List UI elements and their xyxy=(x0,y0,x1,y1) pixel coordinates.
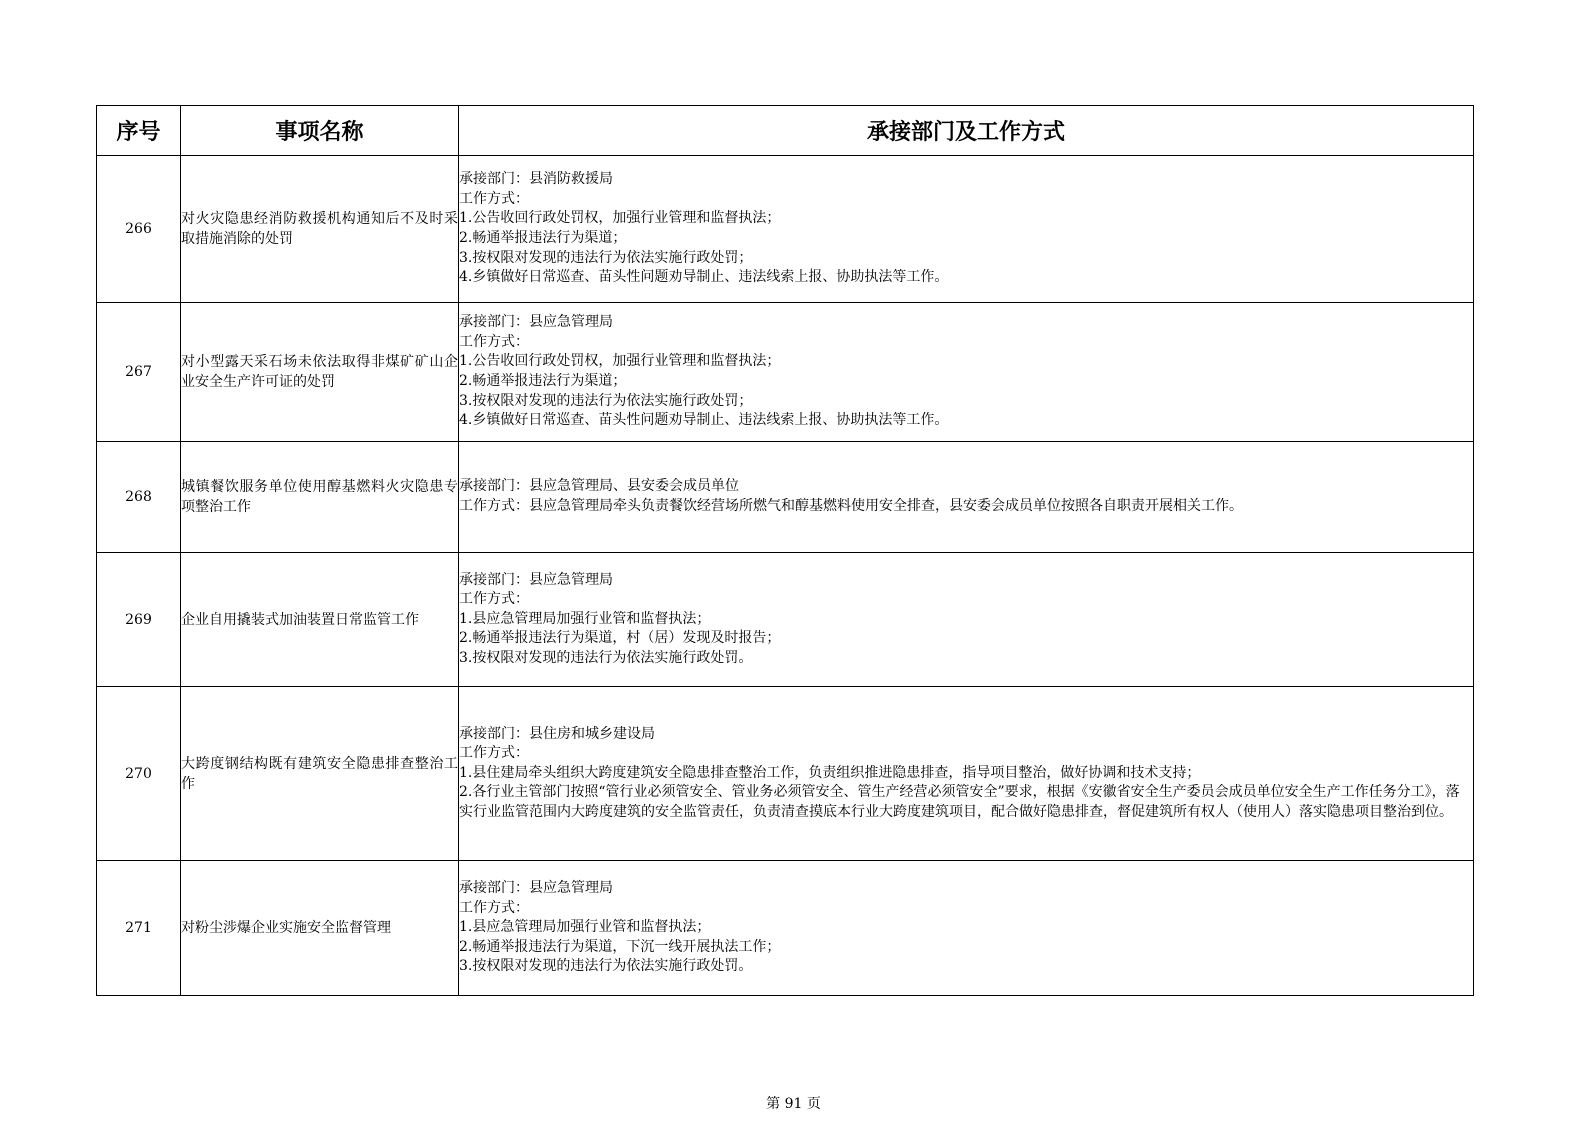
header-seq: 序号 xyxy=(97,106,181,156)
row-number: 269 xyxy=(97,553,181,687)
table-row xyxy=(97,156,1474,303)
dept-method-cell xyxy=(459,303,1474,442)
row-number: 266 xyxy=(97,156,181,303)
dept-line: 工作方式： xyxy=(459,333,529,350)
row-number: 271 xyxy=(97,861,181,996)
table-row xyxy=(97,442,1474,553)
dept-line: 工作方式： xyxy=(459,591,529,608)
dept-method-cell xyxy=(459,687,1474,861)
dept-line: 承接部门：县住房和城乡建设局 xyxy=(459,725,655,742)
dept-line: 4.乡镇做好日常巡查、苗头性问题劝导制止、违法线索上报、协助执法等工作。 xyxy=(459,412,949,429)
item-name: 对粉尘涉爆企业实施安全监督管理 xyxy=(181,861,459,996)
dept-line: 工作方式： xyxy=(459,745,529,762)
dept-line: 1.县住建局牵头组织大跨度建筑安全隐患排查整治工作，负责组织推进隐患排查，指导项目整治，做好协调和技术支持； xyxy=(459,764,1201,781)
dept-line: 1.县应急管理局加强行业管和监督执法； xyxy=(459,919,711,936)
item-name: 城镇餐饮服务单位使用醇基燃料火灾隐患专项整治工作 xyxy=(181,442,459,553)
dept-line: 2.畅通举报违法行为渠道； xyxy=(459,373,627,389)
dept-line: 承接部门：县应急管理局 xyxy=(459,314,613,331)
dept-line: 1.公告收回行政处罚权，加强行业管理和监督执法； xyxy=(459,353,781,370)
items-table xyxy=(96,105,1474,996)
dept-line: 1.县应急管理局加强行业管和监督执法； xyxy=(459,610,711,627)
dept-line: 2.畅通举报违法行为渠道，村（居）发现及时报告； xyxy=(459,630,781,647)
dept-line: 承接部门：县应急管理局 xyxy=(459,571,613,588)
header-dept-method: 承接部门及工作方式 xyxy=(459,106,1474,156)
dept-line: 3.按权限对发现的违法行为依法实施行政处罚。 xyxy=(459,958,753,975)
item-name: 对火灾隐患经消防救援机构通知后不及时采取措施消除的处罚 xyxy=(181,156,459,303)
table-header-row xyxy=(97,106,1474,156)
table-row xyxy=(97,861,1474,996)
dept-line: 1.公告收回行政处罚权，加强行业管理和监督执法； xyxy=(459,210,781,227)
dept-method-cell xyxy=(459,553,1474,687)
dept-line: 3.按权限对发现的违法行为依法实施行政处罚； xyxy=(459,249,753,266)
table-row xyxy=(97,687,1474,861)
dept-line: 工作方式：县应急管理局牵头负责餐饮经营场所燃气和醇基燃料使用安全排查，县安委会成员单位按照各自职责开展相关工作。 xyxy=(459,498,1243,514)
header-item-name: 事项名称 xyxy=(181,106,459,156)
dept-line: 承接部门：县应急管理局 xyxy=(459,880,613,897)
item-name: 企业自用撬装式加油装置日常监管工作 xyxy=(181,553,459,687)
dept-line: 工作方式： xyxy=(459,899,529,916)
table-row xyxy=(97,553,1474,687)
dept-method-cell xyxy=(459,156,1474,303)
dept-line: 承接部门：县消防救援局 xyxy=(459,171,613,188)
dept-line: 2.畅通举报违法行为渠道； xyxy=(459,230,627,246)
row-number: 270 xyxy=(97,687,181,861)
table-row xyxy=(97,303,1474,442)
dept-line: 4.乡镇做好日常巡查、苗头性问题劝导制止、违法线索上报、协助执法等工作。 xyxy=(459,269,949,286)
row-number: 267 xyxy=(97,303,181,442)
dept-method-cell xyxy=(459,861,1474,996)
dept-line: 2.畅通举报违法行为渠道，下沉一线开展执法工作； xyxy=(459,938,781,955)
dept-line: 工作方式： xyxy=(459,190,529,207)
dept-method-cell xyxy=(459,442,1474,553)
page-number: 第 91 页 xyxy=(766,1096,821,1112)
dept-line: 3.按权限对发现的违法行为依法实施行政处罚。 xyxy=(459,649,753,666)
dept-line: 3.按权限对发现的违法行为依法实施行政处罚； xyxy=(459,392,753,409)
dept-line: 2.各行业主管部门按照“管行业必须管安全、管业务必须管安全、管生产经营必须管安全”要求，根据《安徽省安全生产委员会成员单位安全生产工作任务分工》，落实行业监管范围内大跨度建筑的安全监管责任，负责清查摸底本行业大跨度建筑项目，配合做好隐患排查，督促建筑所有权人（使用人）落实隐患项目整治到位。 xyxy=(459,784,1460,820)
dept-line: 承接部门：县应急管理局、县安委会成员单位 xyxy=(459,478,739,495)
row-number: 268 xyxy=(97,442,181,553)
item-name: 大跨度钢结构既有建筑安全隐患排查整治工作 xyxy=(181,687,459,861)
item-name: 对小型露天采石场未依法取得非煤矿矿山企业安全生产许可证的处罚 xyxy=(181,303,459,442)
